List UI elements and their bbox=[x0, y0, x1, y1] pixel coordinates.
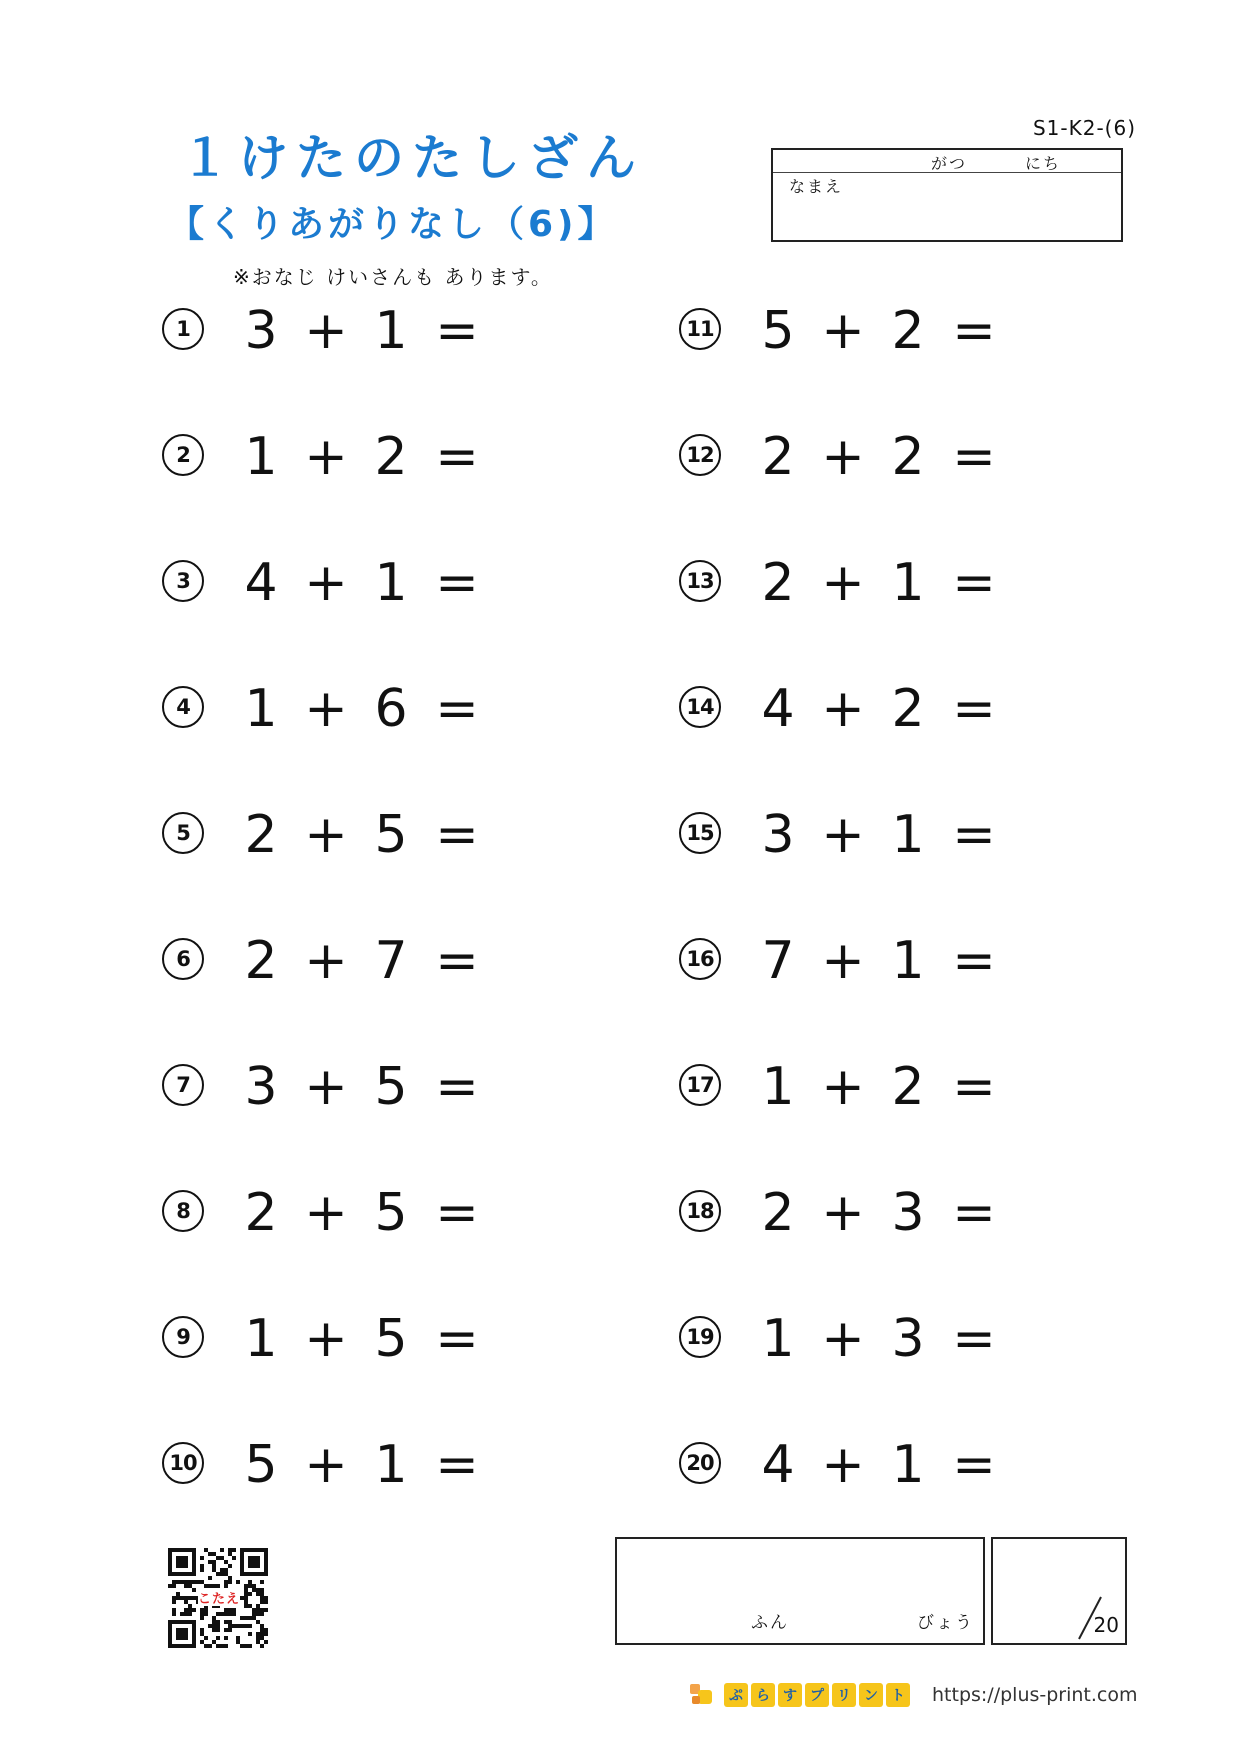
equals-sign: = bbox=[952, 1057, 996, 1117]
equals-sign: = bbox=[435, 931, 479, 991]
problem-number: 20 bbox=[679, 1442, 721, 1484]
plus-sign: + bbox=[821, 679, 865, 739]
page-subtitle: 【くりあがりなし（6)】 bbox=[168, 204, 618, 245]
brand-tile: プ bbox=[805, 1683, 829, 1707]
plus-sign: + bbox=[304, 427, 348, 487]
second-operand: 3 bbox=[891, 1183, 925, 1243]
problem-item bbox=[679, 424, 1019, 494]
problem-item bbox=[679, 928, 1019, 998]
equals-sign: = bbox=[952, 805, 996, 865]
second-operand: 1 bbox=[891, 553, 925, 613]
brand-tile: ら bbox=[751, 1683, 775, 1707]
plus-sign: + bbox=[304, 1183, 348, 1243]
equals-sign: = bbox=[952, 427, 996, 487]
answer-qr-code[interactable] bbox=[168, 1548, 268, 1648]
problem-number: 18 bbox=[679, 1190, 721, 1232]
first-operand: 2 bbox=[761, 1183, 795, 1243]
brand-tile: リ bbox=[832, 1683, 856, 1707]
problem-item bbox=[162, 1306, 502, 1376]
problem-item bbox=[679, 550, 1019, 620]
second-operand: 2 bbox=[374, 427, 408, 487]
brand-tile: ト bbox=[886, 1683, 910, 1707]
first-operand: 1 bbox=[761, 1057, 795, 1117]
day-label: にち bbox=[1025, 154, 1062, 173]
plus-sign: + bbox=[304, 553, 348, 613]
plus-sign: + bbox=[821, 1435, 865, 1495]
plus-sign: + bbox=[821, 301, 865, 361]
score-total: 20 bbox=[1093, 1613, 1119, 1637]
second-operand: 1 bbox=[891, 931, 925, 991]
second-operand: 1 bbox=[374, 301, 408, 361]
second-operand: 1 bbox=[891, 1435, 925, 1495]
equals-sign: = bbox=[952, 1435, 996, 1495]
plus-sign: + bbox=[821, 1183, 865, 1243]
problem-number: 19 bbox=[679, 1316, 721, 1358]
problem-item bbox=[162, 1432, 502, 1502]
seconds-label: びょう bbox=[917, 1613, 974, 1633]
plus-sign: + bbox=[304, 805, 348, 865]
problem-number: 4 bbox=[162, 686, 204, 728]
problem-number: 6 bbox=[162, 938, 204, 980]
second-operand: 2 bbox=[891, 679, 925, 739]
plus-sign: + bbox=[821, 427, 865, 487]
problem-number: 17 bbox=[679, 1064, 721, 1106]
problem-number: 14 bbox=[679, 686, 721, 728]
second-operand: 1 bbox=[374, 553, 408, 613]
first-operand: 5 bbox=[761, 301, 795, 361]
equals-sign: = bbox=[952, 679, 996, 739]
first-operand: 4 bbox=[761, 679, 795, 739]
plus-sign: + bbox=[304, 301, 348, 361]
equals-sign: = bbox=[435, 301, 479, 361]
page-title: １けたのたしざん bbox=[180, 129, 644, 187]
plus-sign: + bbox=[304, 1435, 348, 1495]
equals-sign: = bbox=[435, 427, 479, 487]
brand-name bbox=[724, 1683, 910, 1707]
first-operand: 2 bbox=[244, 805, 278, 865]
equals-sign: = bbox=[952, 301, 996, 361]
plus-sign: + bbox=[304, 679, 348, 739]
problem-number: 16 bbox=[679, 938, 721, 980]
second-operand: 5 bbox=[374, 1183, 408, 1243]
plus-sign: + bbox=[821, 1057, 865, 1117]
problem-number: 8 bbox=[162, 1190, 204, 1232]
problem-item bbox=[162, 1054, 502, 1124]
first-operand: 3 bbox=[244, 1057, 278, 1117]
brand-tile: ン bbox=[859, 1683, 883, 1707]
problem-item bbox=[679, 676, 1019, 746]
equals-sign: = bbox=[435, 553, 479, 613]
plus-sign: + bbox=[304, 1057, 348, 1117]
first-operand: 4 bbox=[244, 553, 278, 613]
equals-sign: = bbox=[952, 931, 996, 991]
second-operand: 6 bbox=[374, 679, 408, 739]
brand-logo-icon bbox=[688, 1682, 716, 1708]
first-operand: 2 bbox=[244, 1183, 278, 1243]
first-operand: 1 bbox=[244, 679, 278, 739]
problem-number: 1 bbox=[162, 308, 204, 350]
plus-sign: + bbox=[821, 553, 865, 613]
second-operand: 2 bbox=[891, 301, 925, 361]
problem-item bbox=[679, 1054, 1019, 1124]
second-operand: 2 bbox=[891, 1057, 925, 1117]
problem-number: 7 bbox=[162, 1064, 204, 1106]
problem-item bbox=[162, 550, 502, 620]
first-operand: 1 bbox=[244, 1309, 278, 1369]
problem-number: 15 bbox=[679, 812, 721, 854]
plus-sign: + bbox=[821, 805, 865, 865]
site-url[interactable]: https://plus-print.com bbox=[932, 1684, 1138, 1706]
second-operand: 5 bbox=[374, 805, 408, 865]
note-text: ※おなじ けいさんも あります。 bbox=[233, 265, 553, 289]
time-box[interactable] bbox=[615, 1537, 985, 1645]
problem-number: 5 bbox=[162, 812, 204, 854]
equals-sign: = bbox=[952, 553, 996, 613]
minutes-label: ふん bbox=[751, 1613, 789, 1633]
first-operand: 2 bbox=[761, 553, 795, 613]
second-operand: 1 bbox=[891, 805, 925, 865]
first-operand: 5 bbox=[244, 1435, 278, 1495]
problem-item bbox=[162, 424, 502, 494]
first-operand: 3 bbox=[761, 805, 795, 865]
problem-number: 9 bbox=[162, 1316, 204, 1358]
plus-sign: + bbox=[821, 931, 865, 991]
second-operand: 5 bbox=[374, 1309, 408, 1369]
second-operand: 2 bbox=[891, 427, 925, 487]
problem-number: 11 bbox=[679, 308, 721, 350]
problem-item bbox=[679, 802, 1019, 872]
equals-sign: = bbox=[435, 679, 479, 739]
footer-brand bbox=[688, 1682, 1138, 1708]
problem-item bbox=[162, 676, 502, 746]
problem-item bbox=[162, 802, 502, 872]
problem-item bbox=[162, 928, 502, 998]
qr-answer-label: こたえ bbox=[198, 1588, 240, 1606]
plus-sign: + bbox=[304, 931, 348, 991]
second-operand: 5 bbox=[374, 1057, 408, 1117]
month-label: がつ bbox=[931, 154, 968, 173]
equals-sign: = bbox=[952, 1309, 996, 1369]
first-operand: 1 bbox=[761, 1309, 795, 1369]
problem-item bbox=[679, 1432, 1019, 1502]
name-date-box[interactable] bbox=[771, 148, 1123, 242]
problem-item bbox=[679, 1306, 1019, 1376]
equals-sign: = bbox=[435, 1183, 479, 1243]
plus-sign: + bbox=[304, 1309, 348, 1369]
problem-number: 13 bbox=[679, 560, 721, 602]
problem-number: 3 bbox=[162, 560, 204, 602]
first-operand: 4 bbox=[761, 1435, 795, 1495]
equals-sign: = bbox=[435, 1309, 479, 1369]
first-operand: 1 bbox=[244, 427, 278, 487]
equals-sign: = bbox=[435, 805, 479, 865]
problem-item bbox=[679, 298, 1019, 368]
second-operand: 3 bbox=[891, 1309, 925, 1369]
problem-item bbox=[162, 1180, 502, 1250]
brand-tile: ぷ bbox=[724, 1683, 748, 1707]
brand-tile: す bbox=[778, 1683, 802, 1707]
first-operand: 7 bbox=[761, 931, 795, 991]
second-operand: 1 bbox=[374, 1435, 408, 1495]
equals-sign: = bbox=[435, 1435, 479, 1495]
problem-number: 2 bbox=[162, 434, 204, 476]
first-operand: 3 bbox=[244, 301, 278, 361]
first-operand: 2 bbox=[244, 931, 278, 991]
name-label: なまえ bbox=[789, 177, 844, 196]
equals-sign: = bbox=[952, 1183, 996, 1243]
problem-item bbox=[162, 298, 502, 368]
problem-number: 10 bbox=[162, 1442, 204, 1484]
second-operand: 7 bbox=[374, 931, 408, 991]
equals-sign: = bbox=[435, 1057, 479, 1117]
score-box[interactable] bbox=[991, 1537, 1127, 1645]
problem-item bbox=[679, 1180, 1019, 1250]
first-operand: 2 bbox=[761, 427, 795, 487]
worksheet-code: S1-K2-(6) bbox=[1032, 116, 1136, 140]
problem-number: 12 bbox=[679, 434, 721, 476]
plus-sign: + bbox=[821, 1309, 865, 1369]
